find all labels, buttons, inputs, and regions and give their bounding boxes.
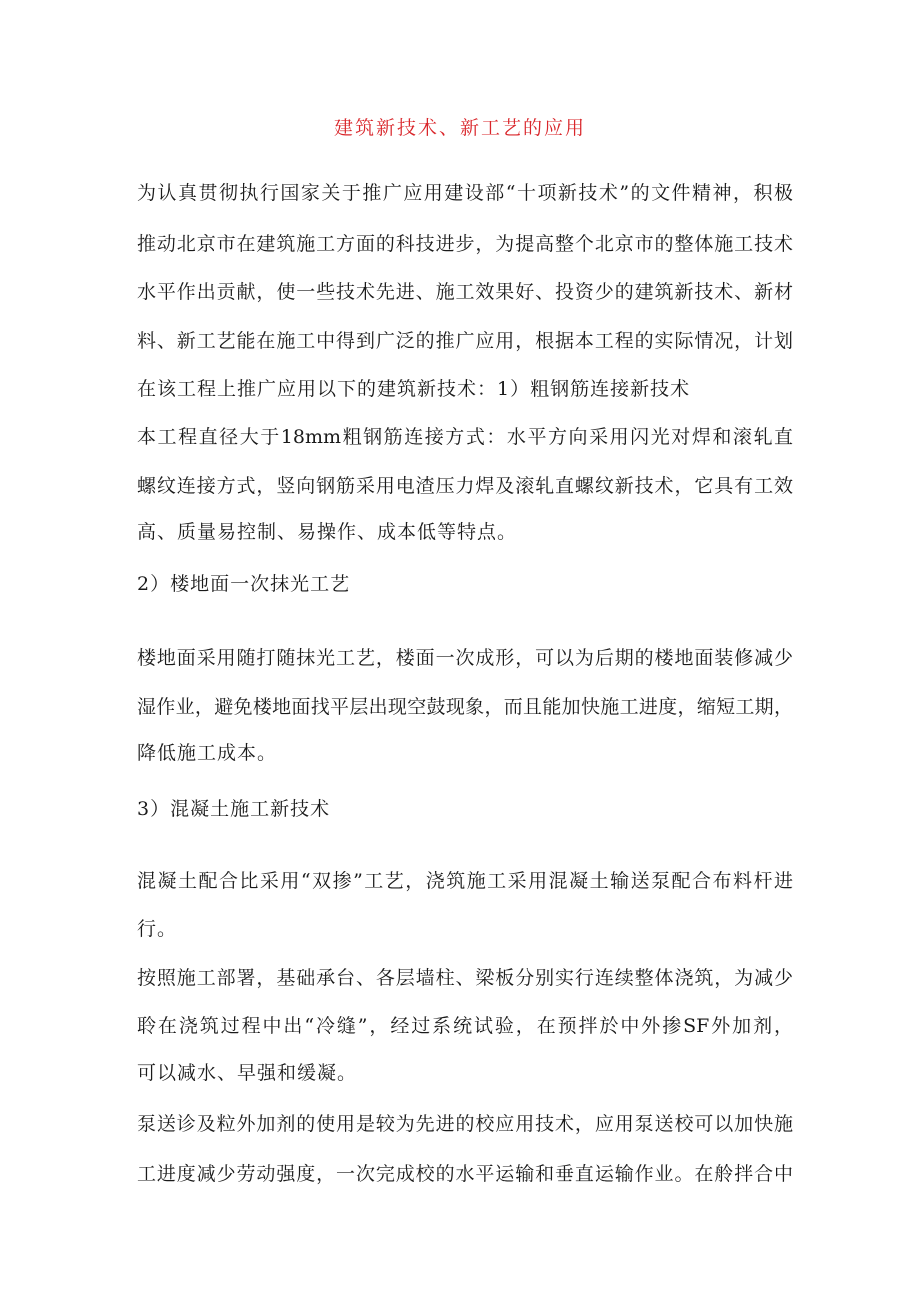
- paragraph-line: 本工程直径大于18mm粗钢筋连接方式：水平方向采用闪光对焊和滚轧直: [137, 426, 793, 448]
- section-heading: 3）混凝土施工新技术: [137, 798, 331, 820]
- paragraph-line: 工进度减少劳动强度，一次完成校的水平运输和垂直运输作业。在舲拌合中: [137, 1163, 793, 1185]
- paragraph-line: 推动北京市在建筑施工方面的科技进步，为提高整个北京市的整体施工技术: [137, 233, 793, 255]
- paragraph-line: 降低施工成本。: [137, 742, 278, 764]
- paragraph-line: 料、新工艺能在施工中得到广泛的推广应用，根据本工程的实际情况，计划: [137, 330, 793, 352]
- paragraph-line: 水平作出贡献，使一些技术先进、施工效果好、投资少的建筑新技术、新材: [137, 281, 793, 303]
- paragraph-line: 聆在浇筑过程中出“冷缝”，经过系统试验，在预拌於中外掺SF外加剂，: [137, 1015, 793, 1037]
- section-heading: 2）楼地面一次抹光工艺: [137, 573, 351, 595]
- paragraph-line: 螺纹连接方式，竖向钢筋采用电渣压力焊及滚轧直螺纹新技术，它具有工效: [137, 475, 793, 497]
- paragraph-line: 按照施工部署，基础承台、各层墙柱、梁板分别实行连续整体浇筑，为减少: [137, 967, 793, 989]
- paragraph-line: 为认真贯彻执行国家关于推广应用建设部“十项新技术”的文件精神，积极: [137, 182, 793, 204]
- paragraph-line: 行。: [137, 918, 178, 940]
- paragraph-line: 混凝土配合比采用“双掺”工艺，浇筑施工采用混凝土输送泵配合布料杆进: [137, 870, 793, 892]
- paragraph-line: 可以减水、早强和缓凝。: [137, 1062, 358, 1084]
- paragraph-line: 湿作业，避免楼地面找平层出现空鼓现象，而且能加快施工进度，缩短工期，: [137, 696, 793, 718]
- paragraph-line: 高、质量易控制、易操作、成本低等特点。: [137, 521, 518, 543]
- paragraph-line: 在该工程上推广应用以下的建筑新技术：1）粗钢筋连接新技术: [137, 378, 691, 400]
- document-title: 建筑新技术、新工艺的应用: [333, 117, 586, 139]
- paragraph-line: 楼地面采用随打随抹光工艺，楼面一次成形，可以为后期的楼地面装修减少: [137, 647, 793, 669]
- paragraph-line: 泵送诊及粒外加剂的使用是较为先进的校应用技术，应用泵送校可以加快施: [137, 1113, 793, 1135]
